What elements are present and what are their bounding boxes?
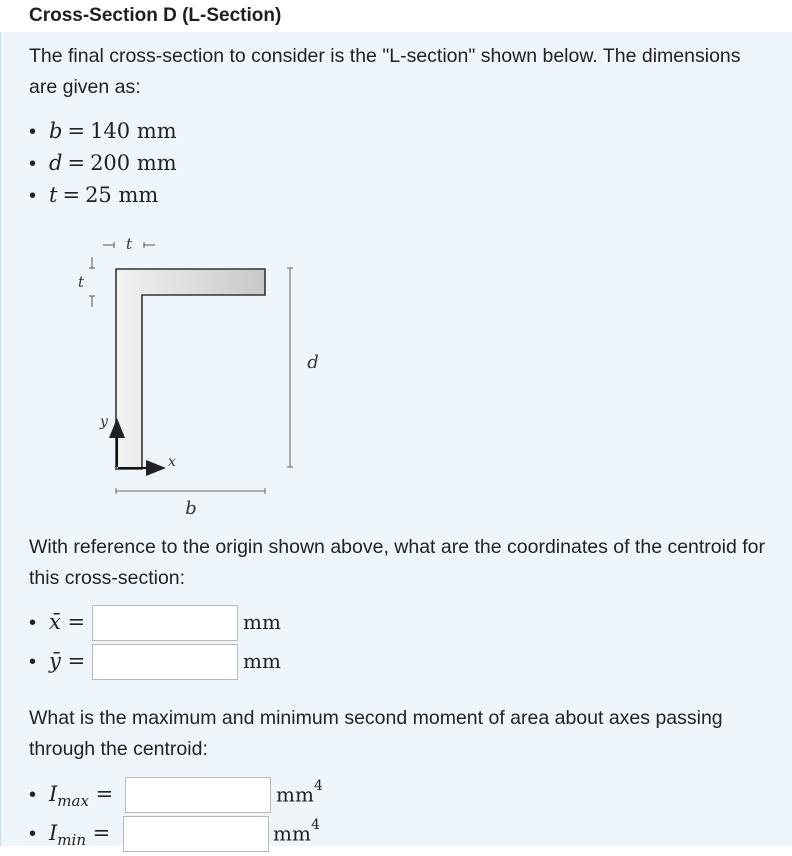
dimension-t: • t = 25 mm bbox=[29, 183, 159, 207]
imin-unit: $mm^4$ bbox=[273, 817, 320, 846]
moment-question: What is the maximum and minimum second moment of area about axes passing through the centroid: bbox=[29, 707, 723, 760]
xbar-unit: mm bbox=[243, 610, 281, 634]
dimension-b: • b = 140 mm bbox=[29, 119, 177, 143]
l-section-shape bbox=[116, 269, 265, 469]
t-left-label: t bbox=[77, 273, 85, 291]
imax-input[interactable] bbox=[125, 777, 271, 813]
answer-row-xbar: • x̄ = mm bbox=[29, 605, 329, 645]
t-left-dimension bbox=[89, 257, 95, 307]
y-axis-label: y bbox=[100, 414, 108, 430]
ybar-input[interactable] bbox=[92, 644, 238, 680]
ybar-symbol: ȳ = bbox=[49, 649, 86, 673]
centroid-question: With reference to the origin shown above, what are the coordinates of the centroid for this cross-section: bbox=[29, 536, 766, 589]
x-axis-label: x bbox=[168, 454, 176, 470]
xbar-symbol: x̄ = bbox=[49, 610, 86, 634]
xbar-input[interactable] bbox=[92, 605, 238, 641]
imax-unit: $mm^4$ bbox=[276, 778, 323, 807]
b-dimension bbox=[116, 488, 265, 494]
answer-row-imin: • $I_{min}$ = $mm^4$ bbox=[29, 816, 349, 856]
intro-text: The final cross-section to consider is the "L-section" shown below. The dimensions are given as: bbox=[29, 45, 741, 98]
imin-symbol: $I_{min}$ = bbox=[49, 821, 111, 850]
dimension-d: • d = 200 mm bbox=[29, 151, 177, 175]
answer-row-ybar: • ȳ = mm bbox=[29, 644, 329, 684]
imax-symbol: $I_{max}$ = bbox=[49, 782, 114, 811]
section-title: Cross-Section D (L-Section) bbox=[29, 5, 282, 26]
d-dimension bbox=[287, 268, 293, 467]
b-label: b bbox=[185, 498, 197, 519]
t-top-label: t bbox=[125, 235, 133, 253]
d-label: d bbox=[307, 352, 319, 373]
answer-row-imax: • $I_{max}$ = $mm^4$ bbox=[29, 777, 349, 817]
ybar-unit: mm bbox=[243, 649, 281, 673]
imin-input[interactable] bbox=[123, 816, 269, 852]
